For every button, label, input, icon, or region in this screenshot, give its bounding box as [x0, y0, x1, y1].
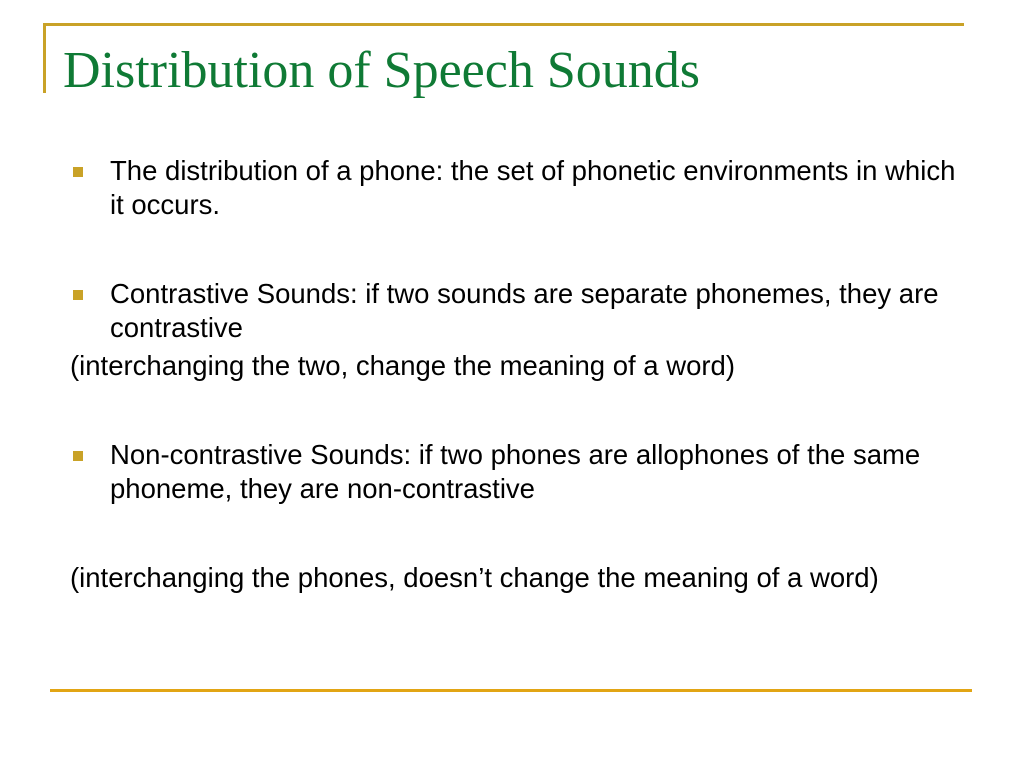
bullet-item-distribution: The distribution of a phone: the set of phonetic environments in which it occurs.	[70, 154, 970, 222]
paragraph-contrastive-note: (interchanging the two, change the meaning of a word)	[70, 350, 735, 381]
frame-top-line	[43, 23, 964, 26]
slide-title: Distribution of Speech Sounds	[63, 42, 700, 99]
slide-content	[70, 154, 970, 595]
bullet-item-contrastive: Contrastive Sounds: if two sounds are separate phonemes, they are contrastive	[70, 277, 970, 345]
paragraph-non-contrastive-note: (interchanging the phones, doesn’t change the meaning of a word)	[70, 562, 879, 593]
bullet-item-non-contrastive: Non-contrastive Sounds: if two phones are allophones of the same phoneme, they are non-contrastive	[70, 438, 970, 506]
frame-vertical-line	[43, 23, 46, 93]
frame-bottom-line	[50, 689, 972, 692]
